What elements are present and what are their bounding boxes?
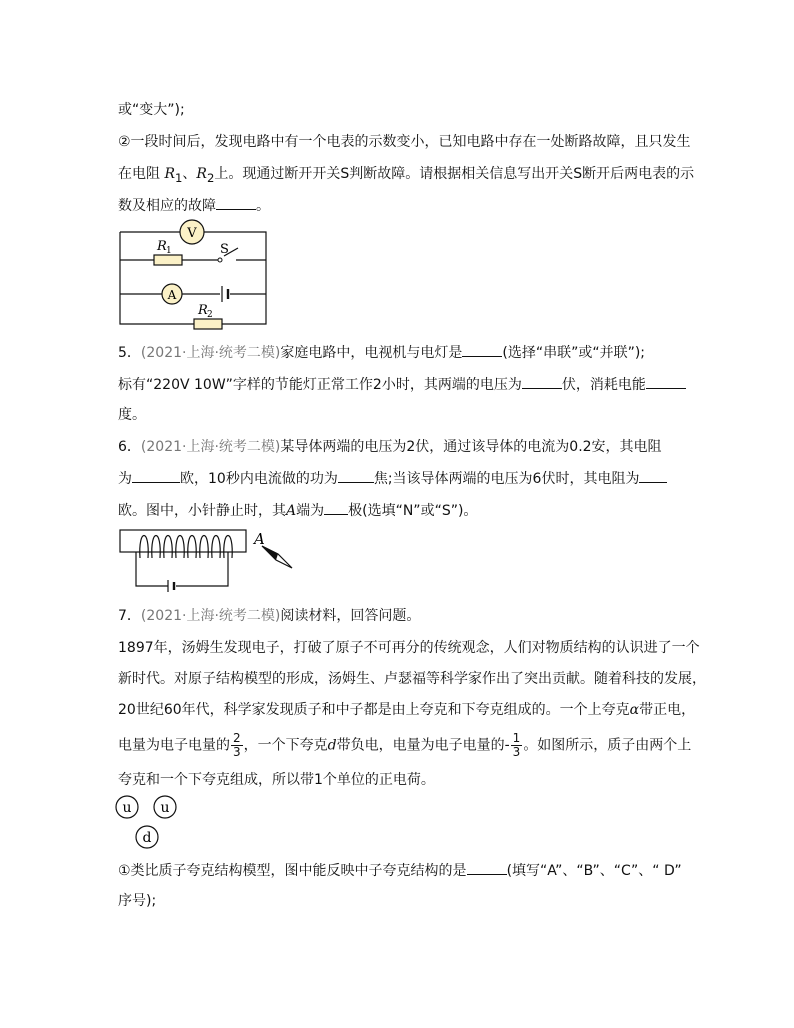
end-a-symbol: A bbox=[286, 503, 297, 519]
question-number: 7． bbox=[118, 608, 141, 624]
text-span: 阅读材料，回答问题。 bbox=[280, 608, 421, 624]
text-span: 标有“220V 10W”字样的节能灯正常工作2小时，其两端的电压为 bbox=[118, 377, 522, 393]
fraction-numerator: 2 bbox=[233, 731, 241, 745]
text-span: (选择“串联”或“并联”); bbox=[502, 345, 646, 361]
alpha-symbol: α bbox=[629, 702, 640, 718]
r1-symbol: R bbox=[164, 166, 175, 182]
text-line bbox=[118, 164, 694, 188]
resistor-r2-sub: 2 bbox=[207, 310, 213, 320]
fraction-numerator: 1 bbox=[512, 731, 521, 745]
text-span: 数及相应的故障 bbox=[118, 198, 216, 214]
text-span: 家庭电路中，电视机与电灯是 bbox=[280, 345, 463, 361]
text-line bbox=[118, 732, 691, 759]
answer-blank[interactable] bbox=[216, 195, 256, 210]
question-source: (2021·上海·统考二模) bbox=[140, 345, 281, 361]
question-number: 5． bbox=[118, 345, 141, 361]
quark-label: u bbox=[122, 800, 132, 816]
text-span: 带负电，电量为电子电量的- bbox=[336, 737, 510, 754]
answer-blank[interactable] bbox=[338, 468, 374, 483]
quark-label: u bbox=[160, 800, 170, 816]
text-span: 欧，10秒内电流做的功为 bbox=[180, 471, 338, 487]
text-line bbox=[118, 374, 686, 395]
resistor-r2-label: R bbox=[198, 303, 208, 318]
text-line: 夸克和一个下夸克组成，所以带1个单位的正电荷。 bbox=[118, 772, 435, 788]
question-number: 6． bbox=[118, 439, 141, 455]
text-span: 电量为电子电量的 bbox=[118, 737, 230, 754]
answer-blank[interactable] bbox=[132, 468, 180, 483]
answer-blank[interactable] bbox=[467, 860, 507, 875]
answer-blank[interactable] bbox=[522, 374, 562, 389]
text-span: (填写“A”、“B”、“C”、“ D” bbox=[506, 863, 682, 879]
fraction-denominator: 3 bbox=[512, 745, 521, 759]
text-span: 某导体两端的电压为2伏，通过该导体的电流为0.2安，其电阻 bbox=[280, 439, 662, 455]
text-line bbox=[118, 700, 695, 720]
fraction-denominator: 3 bbox=[233, 745, 241, 759]
text-span: 端为 bbox=[296, 503, 325, 519]
text-line bbox=[118, 468, 667, 489]
text-line: 新时代。对原子结构模型的形成，汤姆生、卢瑟福等科学家作出了突出贡献。随着科技的发展， bbox=[118, 671, 706, 687]
r2-subscript: 2 bbox=[206, 170, 215, 185]
text-span: 。 bbox=[256, 198, 270, 214]
question-6-line bbox=[118, 437, 662, 457]
text-span: 带正电， bbox=[639, 702, 696, 718]
d-symbol: d bbox=[327, 737, 337, 754]
fraction-two-thirds bbox=[231, 732, 243, 759]
answer-blank[interactable] bbox=[324, 500, 348, 515]
compass-end-label: A bbox=[254, 530, 265, 548]
question-7-line bbox=[118, 606, 420, 626]
voltmeter-label: V bbox=[187, 226, 197, 241]
answer-blank[interactable] bbox=[646, 374, 686, 389]
resistor-r1-sub: 1 bbox=[166, 246, 172, 256]
text-span: 伏，消耗电能 bbox=[561, 377, 646, 393]
quark-label: d bbox=[142, 830, 152, 846]
text-span: 为 bbox=[118, 471, 132, 487]
text-span: 。如图所示，质子由两个上 bbox=[523, 737, 692, 754]
question-source: (2021·上海·统考二模) bbox=[140, 439, 281, 455]
answer-blank[interactable] bbox=[639, 468, 667, 483]
circuit-diagram bbox=[112, 216, 274, 330]
switch-contact bbox=[218, 258, 222, 262]
text-span: 、 bbox=[182, 166, 197, 182]
text-span: ，一个下夸克 bbox=[243, 737, 328, 754]
text-span: 在电阻 bbox=[118, 166, 165, 182]
r2-symbol: R bbox=[196, 166, 207, 182]
question-source: (2021·上海·统考二模) bbox=[140, 608, 281, 624]
text-span: 上。现通过断开开关S判断故障。请根据相关信息写出开关S断开后两电表的示 bbox=[214, 166, 695, 182]
text-line: 序号); bbox=[118, 893, 157, 909]
text-span: 焦;当该导体两端的电压为6伏时，其电阻为 bbox=[373, 471, 640, 487]
fraction-one-third bbox=[511, 732, 523, 759]
text-span: 20世纪60年代，科学家发现质子和中子都是由上夸克和下夸克组成的。一个上夸克 bbox=[118, 702, 630, 718]
ammeter-label: A bbox=[167, 288, 177, 302]
text-line: 或“变大”); bbox=[118, 102, 185, 118]
text-line bbox=[118, 860, 682, 881]
resistor-r1-label: R bbox=[157, 239, 167, 254]
resistor-r2 bbox=[194, 319, 222, 329]
text-span: ①类比质子夸克结构模型，图中能反映中子夸克结构的是 bbox=[118, 863, 467, 879]
text-line bbox=[118, 500, 477, 521]
solenoid-diagram bbox=[116, 524, 298, 594]
text-line bbox=[118, 195, 270, 216]
text-line: ②一段时间后，发现电路中有一个电表的示数变小，已知电路中存在一处断路故障，且只发生 bbox=[118, 134, 691, 150]
answer-blank[interactable] bbox=[462, 342, 502, 357]
text-line: 1897年，汤姆生发现电子，打破了原子不可再分的传统观念，人们对物质结构的认识进了一个 bbox=[118, 640, 700, 656]
text-line: 度。 bbox=[118, 407, 146, 423]
switch-label: S bbox=[220, 242, 229, 257]
resistor-r1 bbox=[154, 255, 182, 265]
text-span: 欧。图中，小针静止时，其 bbox=[118, 503, 286, 519]
r1-subscript: 1 bbox=[175, 170, 183, 185]
proton-quark-diagram bbox=[112, 794, 192, 854]
text-span: 极(选填“N”或“S”)。 bbox=[348, 503, 478, 519]
question-5-line bbox=[118, 342, 645, 363]
